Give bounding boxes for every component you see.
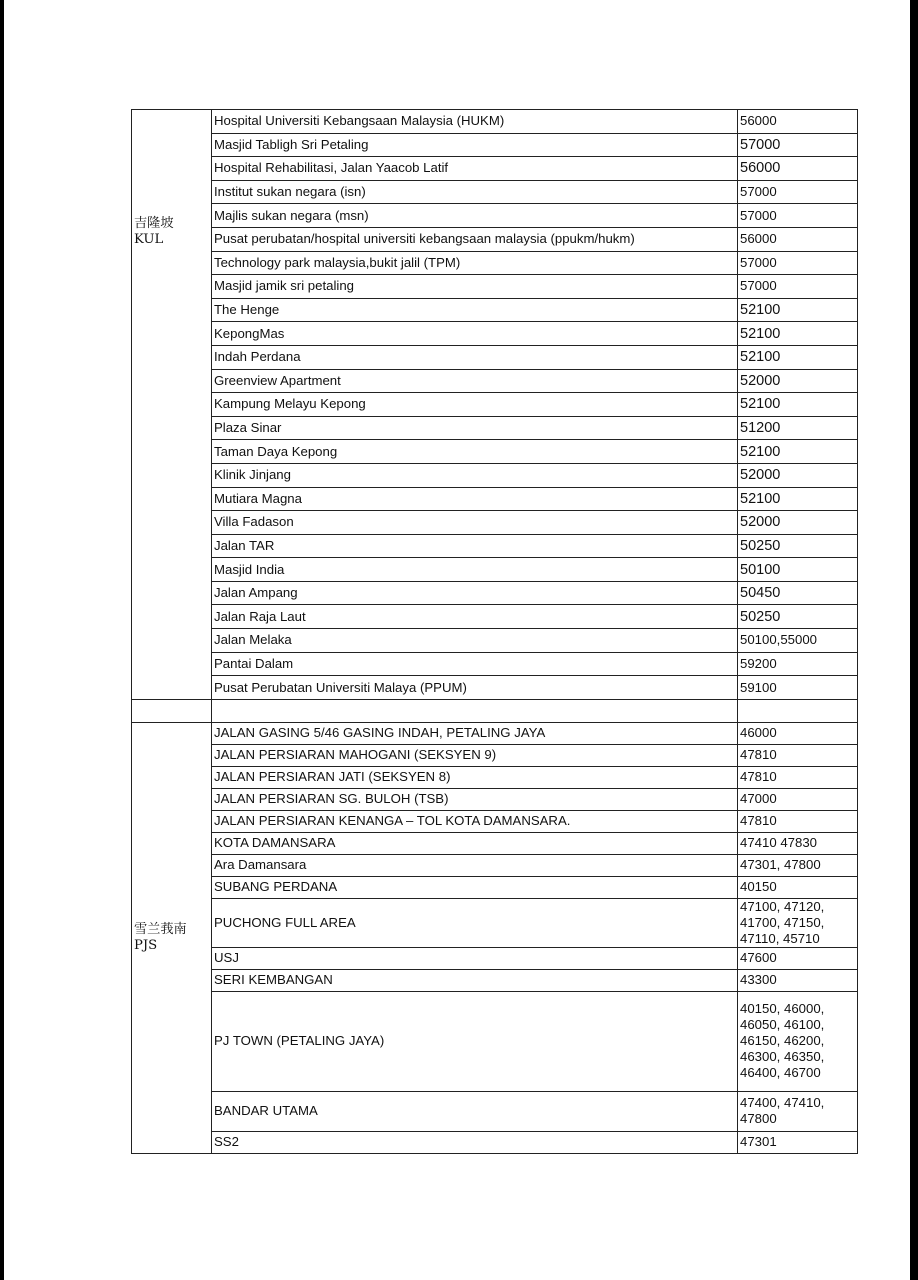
table-row xyxy=(132,744,858,766)
postcode-cell: 50450 xyxy=(738,581,858,605)
place-name-cell: JALAN PERSIARAN JATI (SEKSYEN 8) xyxy=(212,766,738,788)
place-name-cell: Ara Damansara xyxy=(212,854,738,876)
table-row xyxy=(132,487,858,511)
table-row xyxy=(132,722,858,744)
postcode-cell: 47000 xyxy=(738,788,858,810)
postcode-cell: 57000 xyxy=(738,204,858,228)
postcode-cell: 56000 xyxy=(738,157,858,181)
place-name-cell: Villa Fadason xyxy=(212,511,738,535)
place-name-cell: JALAN GASING 5/46 GASING INDAH, PETALING JAYA xyxy=(212,722,738,744)
region-code: PJS xyxy=(134,937,158,953)
table-row xyxy=(132,204,858,228)
postcode-cell: 52000 xyxy=(738,369,858,393)
table-row xyxy=(132,227,858,251)
table-row xyxy=(132,322,858,346)
place-name-cell: The Henge xyxy=(212,298,738,322)
place-name-cell: Klinik Jinjang xyxy=(212,463,738,487)
document-page xyxy=(4,0,910,1280)
table-row xyxy=(132,652,858,676)
table-row xyxy=(132,810,858,832)
place-name-cell: Greenview Apartment xyxy=(212,369,738,393)
postcode-cell: 47810 xyxy=(738,810,858,832)
place-name-cell: SS2 xyxy=(212,1131,738,1153)
postcode-cell: 43300 xyxy=(738,969,858,991)
postcode-cell: 50250 xyxy=(738,534,858,558)
place-name-cell: Masjid jamik sri petaling xyxy=(212,275,738,299)
postcode-cell: 59200 xyxy=(738,652,858,676)
table-row xyxy=(132,393,858,417)
place-name-cell: KepongMas xyxy=(212,322,738,346)
table-row xyxy=(132,110,858,134)
postcode-cell: 50100 xyxy=(738,558,858,582)
postcode-cell: 57000 xyxy=(738,275,858,299)
place-name-cell: SERI KEMBANGAN xyxy=(212,969,738,991)
table-row xyxy=(132,440,858,464)
postcode-cell: 57000 xyxy=(738,251,858,275)
empty-cell xyxy=(132,699,212,722)
place-name-cell: USJ xyxy=(212,947,738,969)
place-name-cell: BANDAR UTAMA xyxy=(212,1091,738,1131)
postcode-cell: 47410 47830 xyxy=(738,832,858,854)
place-name-cell: PJ TOWN (PETALING JAYA) xyxy=(212,991,738,1091)
place-name-cell: Technology park malaysia,bukit jalil (TPM) xyxy=(212,251,738,275)
postcode-table xyxy=(131,109,858,1154)
place-name-cell: KOTA DAMANSARA xyxy=(212,832,738,854)
place-name-cell: Pantai Dalam xyxy=(212,652,738,676)
table-row xyxy=(132,898,858,947)
table-row xyxy=(132,275,858,299)
postcode-cell: 57000 xyxy=(738,133,858,157)
table-row xyxy=(132,991,858,1091)
region-name-chinese: 雪兰莪南 xyxy=(134,921,187,937)
postcode-cell: 52100 xyxy=(738,487,858,511)
empty-cell xyxy=(212,699,738,722)
table-row xyxy=(132,676,858,700)
region-name-chinese: 吉隆坡 xyxy=(134,216,174,231)
place-name-cell: Jalan Melaka xyxy=(212,629,738,653)
table-row xyxy=(132,180,858,204)
place-name-cell: PUCHONG FULL AREA xyxy=(212,898,738,947)
empty-cell xyxy=(738,699,858,722)
table-row xyxy=(132,157,858,181)
table-row xyxy=(132,854,858,876)
table-row xyxy=(132,1131,858,1153)
region-cell xyxy=(132,722,212,1153)
place-name-cell: Hospital Rehabilitasi, Jalan Yaacob Latif xyxy=(212,157,738,181)
table-row xyxy=(132,345,858,369)
postcode-cell: 47301, 47800 xyxy=(738,854,858,876)
postcode-cell: 47810 xyxy=(738,744,858,766)
region-cell xyxy=(132,110,212,700)
table-row xyxy=(132,969,858,991)
place-name-cell: Institut sukan negara (isn) xyxy=(212,180,738,204)
postcode-cell: 52000 xyxy=(738,511,858,535)
postcode-cell: 46000 xyxy=(738,722,858,744)
table-row xyxy=(132,511,858,535)
place-name-cell: Masjid Tabligh Sri Petaling xyxy=(212,133,738,157)
postcode-cell: 52100 xyxy=(738,393,858,417)
place-name-cell: Plaza Sinar xyxy=(212,416,738,440)
postcode-cell: 51200 xyxy=(738,416,858,440)
place-name-cell: Taman Daya Kepong xyxy=(212,440,738,464)
table-row xyxy=(132,133,858,157)
postcode-cell: 59100 xyxy=(738,676,858,700)
postcode-cell: 47810 xyxy=(738,766,858,788)
postcode-cell: 56000 xyxy=(738,227,858,251)
table-row xyxy=(132,581,858,605)
postcode-cell: 40150 xyxy=(738,876,858,898)
postcode-cell: 47600 xyxy=(738,947,858,969)
postcode-cell: 52100 xyxy=(738,440,858,464)
place-name-cell: SUBANG PERDANA xyxy=(212,876,738,898)
table-row xyxy=(132,298,858,322)
place-name-cell: JALAN PERSIARAN MAHOGANI (SEKSYEN 9) xyxy=(212,744,738,766)
place-name-cell: Majlis sukan negara (msn) xyxy=(212,204,738,228)
postcode-cell: 52000 xyxy=(738,463,858,487)
place-name-cell: Hospital Universiti Kebangsaan Malaysia (HUKM) xyxy=(212,110,738,134)
place-name-cell: Jalan Raja Laut xyxy=(212,605,738,629)
postcode-cell: 47100, 47120, 41700, 47150, 47110, 45710 xyxy=(738,898,858,947)
table-row xyxy=(132,558,858,582)
table-row xyxy=(132,369,858,393)
postcode-cell: 52100 xyxy=(738,322,858,346)
place-name-cell: Jalan Ampang xyxy=(212,581,738,605)
postcode-cell: 57000 xyxy=(738,180,858,204)
postcode-cell: 47400, 47410, 47800 xyxy=(738,1091,858,1131)
region-code: KUL xyxy=(134,232,164,247)
postcode-cell: 56000 xyxy=(738,110,858,134)
table-row xyxy=(132,251,858,275)
postcode-cell: 52100 xyxy=(738,298,858,322)
table-row xyxy=(132,463,858,487)
table-row xyxy=(132,605,858,629)
table-row xyxy=(132,766,858,788)
place-name-cell: Indah Perdana xyxy=(212,345,738,369)
postcode-cell: 40150, 46000, 46050, 46100, 46150, 46200, 46300, 46350, 46400, 46700 xyxy=(738,991,858,1091)
postcode-cell: 50100,55000 xyxy=(738,629,858,653)
place-name-cell: Kampung Melayu Kepong xyxy=(212,393,738,417)
place-name-cell: Jalan TAR xyxy=(212,534,738,558)
postcode-cell: 47301 xyxy=(738,1131,858,1153)
postcode-cell: 50250 xyxy=(738,605,858,629)
table-row xyxy=(132,534,858,558)
table-row xyxy=(132,947,858,969)
table-row xyxy=(132,788,858,810)
postcode-cell: 52100 xyxy=(738,345,858,369)
place-name-cell: Masjid India xyxy=(212,558,738,582)
place-name-cell: Pusat Perubatan Universiti Malaya (PPUM) xyxy=(212,676,738,700)
table-row xyxy=(132,1091,858,1131)
table-row xyxy=(132,416,858,440)
separator-row xyxy=(132,699,858,722)
place-name-cell: JALAN PERSIARAN KENANGA – TOL KOTA DAMANSARA. xyxy=(212,810,738,832)
place-name-cell: Mutiara Magna xyxy=(212,487,738,511)
table-row xyxy=(132,876,858,898)
table-row xyxy=(132,832,858,854)
place-name-cell: Pusat perubatan/hospital universiti kebangsaan malaysia (ppukm/hukm) xyxy=(212,227,738,251)
place-name-cell: JALAN PERSIARAN SG. BULOH (TSB) xyxy=(212,788,738,810)
table-row xyxy=(132,629,858,653)
